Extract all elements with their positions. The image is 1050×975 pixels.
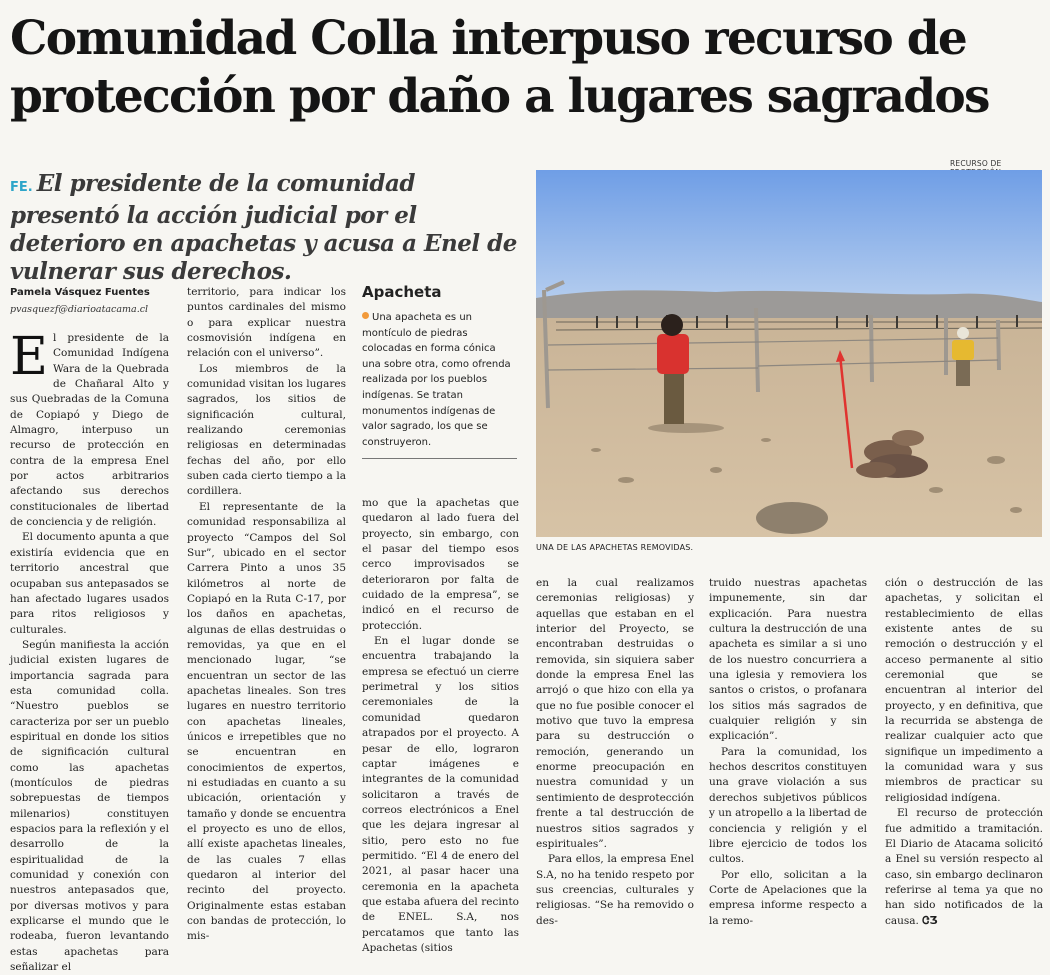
body-paragraph: Para ellos, la empresa Enel S.A, no ha tenido respeto por sus creencias, culturales y religiosas. “Se ha removido o des- [536,853,694,927]
body-paragraph: Según manifiesta la acción judicial existen lugares de importancia sagrada para esta comunidad colla. “Nuestro pueblos se caracteriza por ser un pueblo espiritual en donde los sitios de significación cultural como las apachetas (montículos de piedras sobrepuestas de tiempos milenarios) constituyen espacios para la reflexión y el desarrollo de la espiritualidad de la comunidad y conexión con nuestros antepasados que, por diversas motivos y para explicarse el mundo que le rodeaba, fueron levantando estas apachetas para señalizar el [10,638,169,974]
headline [10,10,1045,126]
end-mark-icon: ᏣƷ [922,914,938,927]
body-paragraph: El presidente de la Comunidad Indígena Wara de la Quebrada de Chañaral Alto y sus Quebradas de la Comuna de Copiapó y Diego de Almagro, interpuso un recurso de protección en contra de la empresa Enel por actos arbitrarios afectando sus derechos constitucionales de libertad de conciencia y de religión. [10,327,169,529]
body-column-5 [709,576,867,929]
body-paragraph: El documento apunta a que existiría evidencia que en territorio ancestral que ocupaban sus antepasados se han afectado lugares usados para ritos religiosos y culturales. [10,531,169,636]
body-paragraph: El recurso de protección fue admitido a tramitación. El Diario de Atacama solicitó a Enel su versión respecto al caso, sin embargo declinaron referirse al tema ya que no han sido notificados de la causa. ᏣƷ [885,807,1043,927]
body-paragraph: Los miembros de la comunidad visitan los lugares sagrados, los sitios de significación cultural, realizando ceremonias religiosas en determinadas fechas del año, por ello suben cada cierto tiempo a la cordillera. [187,362,346,498]
body-column-4 [536,576,694,929]
headline-line-1: Comunidad Colla interpuso recurso de [10,11,967,66]
sidebar-text: Una apacheta es un montículo de piedras colocadas en forma cónica una sobre otra, como ofrenda realizada por los pueblos indígenas. Se tratan monumentos indígenas de valor sagrado, los que se construyeron. [362,312,511,448]
desert-fence-photo [536,170,1042,537]
article-photo [536,170,1042,537]
body-paragraph: Para la comunidad, los hechos descritos constituyen una grave violación a sus derechos subjetivos públicos y un atropello a la libertad de conciencia y religión y el libre ejercicio de todos los cultos. [709,745,867,866]
body-column-6 [885,576,1043,929]
body-paragraph: El representante de la comunidad responsabiliza al proyecto “Campos del Sol Sur”, ubicado en el sector Carrera Pinto a unos 35 kilómetros al norte de Copiapó en la Ruta C-17, por los daños en apachetas, algunas de ellas destruidas o removidas, ya que en el mencionado lugar, “se encuentran un sector de las apachetas lineales. Son tres lugares en nuestro territorio con apachetas lineales, únicos e irrepetibles que no se encuentran en conocimientos de expertos, ni estudiadas en cuanto a su ubicación, orientación y tamaño y donde se encuentra el proyecto es uno de ellos, allí existe apachetas lineales, de las cuales 7 ellas quedaron al interior del recinto del proyecto. Originalmente estas estaban con bandas de protección, lo mis- [187,500,346,943]
bullet-dot-icon [362,312,369,319]
body-paragraph: truido nuestras apachetas impunemente, sin dar explicación. Para nuestra cultura la destrucción de una apacheta es similar a si uno de los nuestro concurriera a una iglesia y removiera los santos o cristos, o profanara los sitios más sagrados de cualquier religión y sin explicación”. [709,577,867,743]
lead-tag: FE. [10,180,33,195]
body-paragraph: en la cual realizamos ceremonias religiosas) y aquellas que estaban en el interior del Proyecto, se encontraban destruidas o removida, sin siquiera saber donde la empresa Enel las arrojó o que hizo con ella ya que no fue posible conocer el motivo que tuvo la empresa para su destrucción o remoción, generando un enorme preocupación en nuestra comunidad y un sentimiento de desprotección frente a tal destrucción de nuestros sitios sagrados y espirituales”. [536,577,694,850]
headline-line-2: protección por daño a lugares sagrados [10,69,989,124]
body-paragraph: territorio, para indicar los puntos cardinales del mismo o para explicar nuestra cosmovisión indígena en relación con el universo”. [187,286,346,360]
body-column-1 [10,327,169,975]
apacheta-sidebar [362,283,517,459]
body-paragraph: En el lugar donde se encuentra trabajando la empresa se efectuó un cierre perimetral y los sitios ceremoniales de la comunidad quedaron atrapados por el proyecto. A pesar de ello, lograron captar imágenes e integrantes de la comunidad solicitaron a través de correos electrónicos a Enel que les dejara ingresar al sitio, pero esto no fue permitido. “El 4 de enero del 2021, al pasar hacer una ceremonia en la apacheta que estaba afuera del recinto de ENEL. S.A, nos percatamos que tanto las Apachetas (sitios [362,635,519,954]
photo-caption: UNA DE LAS APACHETAS REMOVIDAS. [536,543,694,552]
lead-text: El presidente de la comunidad presentó la acción judicial por el deterioro en apachetas y acusa a Enel de vulnerar sus derechos. [10,170,517,285]
author-email: pvasquezf@diarioatacama.cl [10,304,149,315]
body-paragraph: ción o destrucción de las apachetas, y solicitan el restablecimiento de ellas existente antes de su remoción o destrucción y el acceso permanente al sitio ceremonial que se encuentran al interior del proyecto, y en definitiva, que la recurrida se abstenga de realizar cualquier acto que signifique un impedimento a la comunidad wara y sus miembros de practicar su religiosidad indígena. [885,577,1043,804]
author-byline: Pamela Vásquez Fuentes [10,287,150,298]
body-paragraph: Por ello, solicitan a la Corte de Apelaciones que la empresa informe respecto a la remo- [709,868,867,927]
body-column-2 [187,285,346,945]
drop-cap: E [10,327,48,387]
body-column-3 [362,496,519,956]
lead-paragraph [10,170,525,286]
body-paragraph: mo que la apachetas que quedaron al lado fuera del proyecto, sin embargo, con el pasar del tiempo esos cerco improvisados se deterioraron por falta de cuidado de la empresa”, se indicó en el recurso de protección. [362,497,519,632]
photo-credit: RECURSO DE [950,159,1002,168]
sidebar-title: Apacheta [362,283,442,301]
